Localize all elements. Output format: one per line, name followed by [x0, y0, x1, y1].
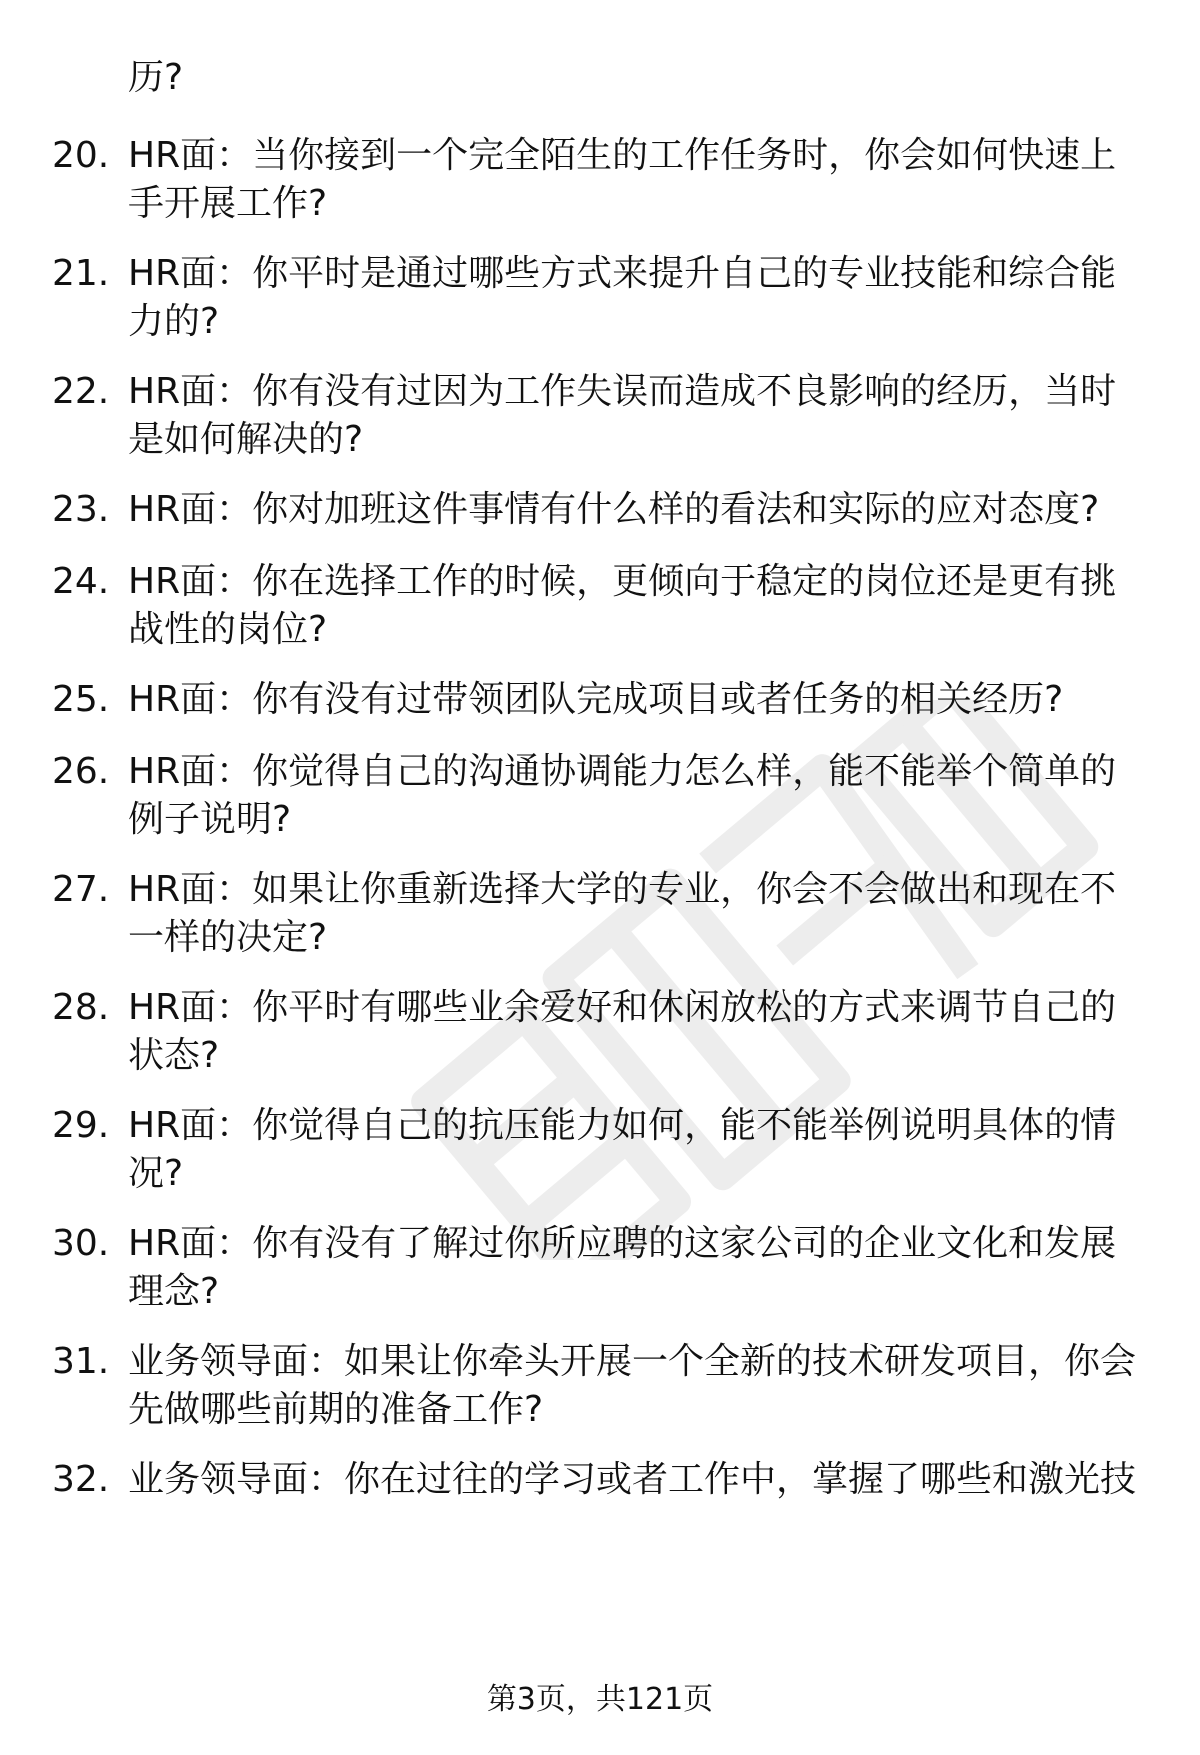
question-text: HR面：如果让你重新选择大学的专业，你会不会做出和现在不一样的决定? [128, 869, 1117, 958]
question-number: 20. [52, 135, 110, 176]
question-text: HR面：你有没有过因为工作失误而造成不良影响的经历，当时是如何解决的? [128, 371, 1117, 460]
question-text: HR面：你平时是通过哪些方式来提升自己的专业技能和综合能力的? [128, 253, 1117, 342]
page-footer: 第3页，共121页 [486, 1682, 714, 1717]
question-item [0, 132, 1200, 242]
question-item [0, 1338, 1200, 1448]
question-number: 26. [52, 751, 110, 792]
question-text: HR面：你有没有过带领团队完成项目或者任务的相关经历? [128, 679, 1064, 720]
question-text: HR面：你觉得自己的沟通协调能力怎么样，能不能举个简单的例子说明? [128, 751, 1117, 840]
question-item [0, 368, 1200, 478]
question-number: 24. [52, 561, 110, 602]
question-number: 32. [52, 1459, 110, 1500]
question-text: HR面：你平时有哪些业余爱好和休闲放松的方式来调节自己的状态? [128, 987, 1117, 1076]
continuation-text: 历? [128, 57, 184, 98]
question-item [0, 250, 1200, 360]
question-text: HR面：你对加班这件事情有什么样的看法和实际的应对态度? [128, 489, 1100, 530]
question-item [0, 748, 1200, 858]
question-number: 28. [52, 987, 110, 1028]
question-number: 27. [52, 869, 110, 910]
question-item [0, 1456, 1200, 1566]
question-item [0, 558, 1200, 668]
question-item [0, 1220, 1200, 1330]
question-number: 21. [52, 253, 110, 294]
question-number: 23. [52, 489, 110, 530]
question-text: 业务领导面：你在过往的学习或者工作中，掌握了哪些和激光技 [128, 1459, 1137, 1500]
question-number: 29. [52, 1105, 110, 1146]
question-item [0, 866, 1200, 976]
question-text: HR面：当你接到一个完全陌生的工作任务时，你会如何快速上手开展工作? [128, 135, 1117, 224]
question-text: 业务领导面：如果让你牵头开展一个全新的技术研发项目，你会先做哪些前期的准备工作? [128, 1341, 1137, 1430]
question-number: 22. [52, 371, 110, 412]
question-number: 31. [52, 1341, 110, 1382]
question-item [0, 984, 1200, 1094]
question-text: HR面：你有没有了解过你所应聘的这家公司的企业文化和发展理念? [128, 1223, 1117, 1312]
question-item [0, 1102, 1200, 1212]
question-text: HR面：你在选择工作的时候，更倾向于稳定的岗位还是更有挑战性的岗位? [128, 561, 1117, 650]
question-text: HR面：你觉得自己的抗压能力如何，能不能举例说明具体的情况? [128, 1105, 1117, 1194]
question-number: 25. [52, 679, 110, 720]
question-number: 30. [52, 1223, 110, 1264]
